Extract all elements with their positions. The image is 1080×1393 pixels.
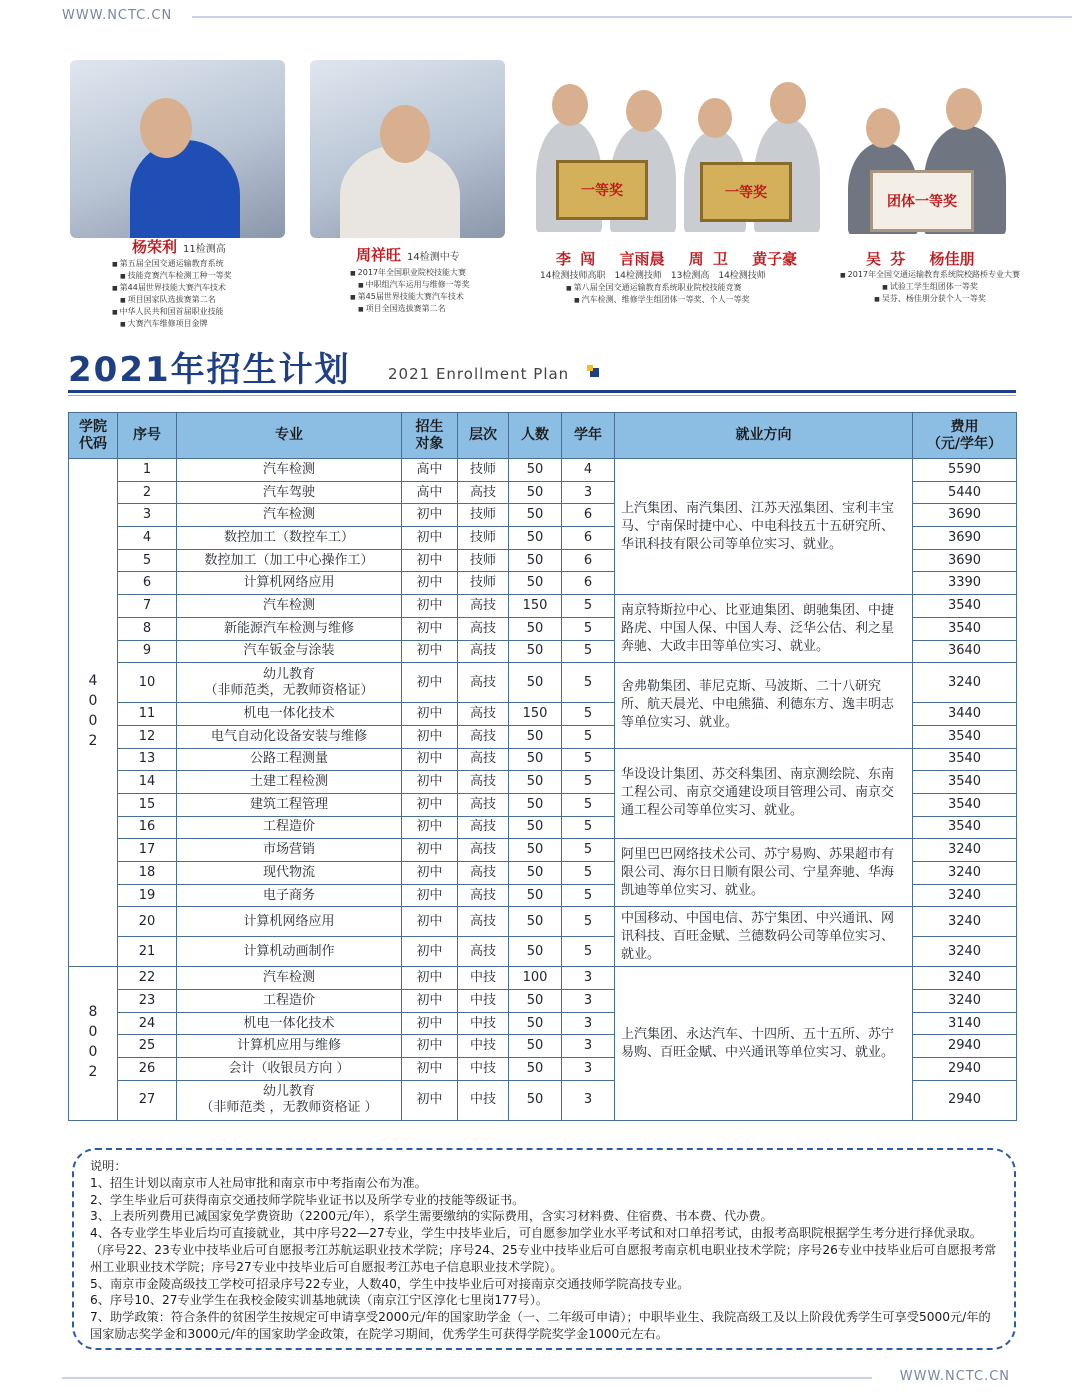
years-cell: 5 [562,793,615,816]
target-cell: 高中 [402,459,458,482]
fee-cell: 5590 [913,459,1017,482]
years-cell: 3 [562,1012,615,1035]
major-cell: 汽车检测 [177,595,402,618]
header-level: 层次 [458,413,509,459]
years-cell: 5 [562,617,615,640]
fee-cell: 3240 [913,663,1017,703]
major-cell: 现代物流 [177,862,402,885]
major-cell: 工程造价 [177,990,402,1013]
years-cell: 6 [562,504,615,527]
major-cell: 汽车检测 [177,459,402,482]
count-cell: 50 [509,1035,562,1058]
site-url-top: WWW.NCTC.CN [62,8,173,23]
fee-cell: 3390 [913,572,1017,595]
note-item: 6、序号10、27专业学生在我校金陵实训基地就读（南京江宁区淳化七里岗177号）。 [90,1293,549,1308]
major-cell: 汽车检测 [177,504,402,527]
fee-cell: 3540 [913,771,1017,794]
table-row [69,459,1017,482]
target-cell: 初中 [402,640,458,663]
count-cell: 50 [509,816,562,839]
target-cell: 初中 [402,884,458,907]
header-seq: 序号 [118,413,177,459]
site-url-bottom: WWW.NCTC.CN [899,1369,1010,1384]
level-cell: 技师 [458,549,509,572]
seq-cell: 5 [118,549,177,572]
target-cell: 初中 [402,1080,458,1120]
major-cell: 公路工程测量 [177,748,402,771]
count-cell: 50 [509,884,562,907]
note-item: 4、各专业学生毕业后均可直接就业，其中序号22—27专业，学生中技毕业后，可自愿参加学业水平考试和对口单招考试，由报考高职院根据学生考分进行择优录取。（序号22、23专业中技毕业后可自愿报考江苏航运职业技术学院；序号24、25专业中技毕业后可自愿报考南京机电职业技术学院；序号26专业中技毕业后可自愿报考常州工业职业技术学院；序号27专业中技毕业后可自愿报考江苏电子信息职业技术学院）。 [90,1226,997,1274]
count-cell: 100 [509,967,562,990]
employment-cell: 南京特斯拉中心、比亚迪集团、朗驰集团、中捷路虎、中国人保、中国人寿、泛华公估、利之星奔驰、大政丰田等单位实习、就业。 [615,595,913,663]
fee-cell: 3240 [913,839,1017,862]
target-cell: 初中 [402,527,458,550]
award-plaque: 团体一等奖 [870,170,974,232]
table-header-row [69,413,1017,459]
header-count: 人数 [509,413,562,459]
student-photo [528,70,828,232]
fee-cell: 3540 [913,725,1017,748]
header-years: 学年 [562,413,615,459]
seq-cell: 22 [118,967,177,990]
seq-cell: 27 [118,1080,177,1120]
major-cell: 幼儿教育 （非师范类 ，无教师资格证 ） [177,1080,402,1120]
target-cell: 初中 [402,1012,458,1035]
fee-cell: 2940 [913,1058,1017,1081]
student-honors: ■ 2017年全国职业院校技能大赛 ■ 中职组汽车运用与维修一等奖 ■ 第45届世界技能大赛汽车技术 ■ 项目全国选拔赛第二名 [350,267,470,315]
years-cell: 5 [562,640,615,663]
years-cell: 5 [562,771,615,794]
count-cell: 50 [509,748,562,771]
seq-cell: 23 [118,990,177,1013]
years-cell: 5 [562,703,615,726]
note-item: 3、上表所列费用已减国家免学费资助（2200元/年），系学生需要缴纳的实际费用，含实习材料费、住宿费、书本费、代办费。 [90,1209,773,1224]
years-cell: 4 [562,459,615,482]
major-cell: 工程造价 [177,816,402,839]
target-cell: 初中 [402,907,458,937]
major-cell: 计算机网络应用 [177,907,402,937]
seq-cell: 16 [118,816,177,839]
header-fee: 费用 （元/学年） [913,413,1017,459]
major-cell: 电气自动化设备安装与维修 [177,725,402,748]
major-cell: 市场营销 [177,839,402,862]
student-honors: ■ 第五届全国交通运输教育系统 ■ 技能竞赛汽车检测工种一等奖 ■ 第44届世界技能大赛汽车技术 ■ 项目国家队选拔赛第二名 ■ 中华人民共和国首届职业技能 ■ 大赛汽车维修项目金牌 [112,258,232,330]
target-cell: 初中 [402,663,458,703]
level-cell: 高技 [458,884,509,907]
count-cell: 50 [509,937,562,967]
years-cell: 3 [562,1035,615,1058]
target-cell: 高中 [402,481,458,504]
student-name: 周祥旺 14检测中专 [356,246,460,264]
major-cell: 机电一体化技术 [177,1012,402,1035]
college-code-cell: 4002 [69,459,118,967]
seq-cell: 14 [118,771,177,794]
note-item: 5、南京市金陵高级技工学校可招录序号22专业，人数40，学生中技毕业后可对接南京交通技师学院高技专业。 [90,1276,690,1291]
fee-cell: 3240 [913,990,1017,1013]
target-cell: 初中 [402,617,458,640]
target-cell: 初中 [402,967,458,990]
seq-cell: 8 [118,617,177,640]
seq-cell: 25 [118,1035,177,1058]
target-cell: 初中 [402,1035,458,1058]
target-cell: 初中 [402,793,458,816]
seq-cell: 6 [118,572,177,595]
seq-cell: 19 [118,884,177,907]
seq-cell: 20 [118,907,177,937]
level-cell: 高技 [458,663,509,703]
student-photo [310,60,505,238]
years-cell: 5 [562,725,615,748]
fee-cell: 3540 [913,748,1017,771]
table-row [69,907,1017,937]
target-cell: 初中 [402,703,458,726]
seq-cell: 18 [118,862,177,885]
level-cell: 中技 [458,1035,509,1058]
fee-cell: 3240 [913,862,1017,885]
fee-cell: 2940 [913,1080,1017,1120]
employment-cell: 上汽集团、南汽集团、江苏天泓集团、宝利丰宝马、宁南保时捷中心、中电科技五十五研究所、华讯科技有限公司等单位实习、就业。 [615,459,913,595]
table-row [69,595,1017,618]
target-cell: 初中 [402,937,458,967]
title-ornament [590,368,599,377]
seq-cell: 15 [118,793,177,816]
student-team-card [528,60,833,322]
fee-cell: 3140 [913,1012,1017,1035]
major-cell: 机电一体化技术 [177,703,402,726]
note-item: 1、招生计划以南京市人社局审批和南京市中考指南公布为准。 [90,1175,427,1190]
level-cell: 高技 [458,771,509,794]
target-cell: 初中 [402,725,458,748]
award-plaque: 一等奖 [700,162,792,222]
years-cell: 5 [562,748,615,771]
fee-cell: 3690 [913,527,1017,550]
student-names: 李 闯 言雨晨 周 卫 黄子豪 [556,250,798,268]
fee-cell: 3240 [913,937,1017,967]
years-cell: 3 [562,990,615,1013]
note-item: 2、学生毕业后可获得南京交通技师学院毕业证书以及所学专业的技能等级证书。 [90,1192,525,1207]
title-divider [68,390,1016,393]
college-code-cell: 8002 [69,967,118,1120]
target-cell: 初中 [402,771,458,794]
seq-cell: 26 [118,1058,177,1081]
count-cell: 50 [509,572,562,595]
bottom-divider [62,1377,872,1379]
level-cell: 技师 [458,572,509,595]
level-cell: 高技 [458,793,509,816]
years-cell: 5 [562,663,615,703]
level-cell: 高技 [458,617,509,640]
level-cell: 高技 [458,816,509,839]
level-cell: 高技 [458,839,509,862]
seq-cell: 24 [118,1012,177,1035]
level-cell: 技师 [458,527,509,550]
target-cell: 初中 [402,816,458,839]
level-cell: 中技 [458,967,509,990]
major-cell: 汽车驾驶 [177,481,402,504]
years-cell: 5 [562,595,615,618]
student-card [62,60,302,328]
target-cell: 初中 [402,549,458,572]
seq-cell: 21 [118,937,177,967]
notes-heading: 说明： [90,1159,127,1173]
count-cell: 150 [509,595,562,618]
page-subtitle: 2021 Enrollment Plan [388,365,570,383]
count-cell: 50 [509,907,562,937]
student-honors: ■ 2017年全国交通运输教育系统院校路桥专业大赛 ■ 试验工学生组团体一等奖 ■ 吴芬、杨佳朋分获个人一等奖 [838,269,1022,305]
level-cell: 高技 [458,937,509,967]
table-row [69,839,1017,862]
count-cell: 50 [509,481,562,504]
years-cell: 5 [562,839,615,862]
major-cell: 幼儿教育 （非师范类，无教师资格证） [177,663,402,703]
seq-cell: 1 [118,459,177,482]
count-cell: 50 [509,1080,562,1120]
count-cell: 150 [509,703,562,726]
fee-cell: 3690 [913,504,1017,527]
seq-cell: 17 [118,839,177,862]
years-cell: 6 [562,572,615,595]
count-cell: 50 [509,549,562,572]
count-cell: 50 [509,771,562,794]
major-cell: 汽车钣金与涂装 [177,640,402,663]
seq-cell: 10 [118,663,177,703]
level-cell: 高技 [458,703,509,726]
header-target: 招生 对象 [402,413,458,459]
years-cell: 5 [562,884,615,907]
top-divider [192,16,1072,18]
student-team-card [838,60,1022,322]
fee-cell: 3240 [913,884,1017,907]
major-cell: 会计（收银员方向 ） [177,1058,402,1081]
table-row [69,967,1017,990]
years-cell: 3 [562,1080,615,1120]
fee-cell: 3540 [913,617,1017,640]
major-cell: 电子商务 [177,884,402,907]
years-cell: 5 [562,816,615,839]
count-cell: 50 [509,793,562,816]
level-cell: 中技 [458,1058,509,1081]
level-cell: 技师 [458,504,509,527]
notes-box [72,1148,1016,1350]
major-cell: 计算机应用与维修 [177,1035,402,1058]
student-roles: 14检测技师高职 14检测技师 13检测高 14检测技师 [540,271,766,281]
level-cell: 高技 [458,725,509,748]
fee-cell: 3540 [913,816,1017,839]
target-cell: 初中 [402,572,458,595]
level-cell: 高技 [458,595,509,618]
header-code: 学院 代码 [69,413,118,459]
seq-cell: 13 [118,748,177,771]
major-cell: 计算机网络应用 [177,572,402,595]
level-cell: 高技 [458,907,509,937]
seq-cell: 9 [118,640,177,663]
fee-cell: 3440 [913,703,1017,726]
employment-cell: 阿里巴巴网络技术公司、苏宁易购、苏果超市有限公司、海尔日日顺有限公司、宁星奔驰、华海凯迪等单位实习、就业。 [615,839,913,907]
years-cell: 6 [562,527,615,550]
fee-cell: 3540 [913,793,1017,816]
count-cell: 50 [509,725,562,748]
award-plaque: 一等奖 [556,160,648,220]
employment-cell: 上汽集团、永达汽车、十四所、五十五所、苏宁易购、百旺金赋、中兴通讯等单位实习、就业。 [615,967,913,1120]
count-cell: 50 [509,1012,562,1035]
employment-cell: 华设设计集团、苏交科集团、南京测绘院、东南工程公司、南京交通建设项目管理公司、南京交通工程公司等单位实习、就业。 [615,748,913,839]
target-cell: 初中 [402,504,458,527]
level-cell: 高技 [458,862,509,885]
seq-cell: 7 [118,595,177,618]
employment-cell: 中国移动、中国电信、苏宁集团、中兴通讯、网讯科技、百旺金赋、兰德数码公司等单位实习、就业。 [615,907,913,967]
major-cell: 数控加工（数控车工） [177,527,402,550]
employment-cell: 舍弗勒集团、菲尼克斯、马波斯、二十八研究所、航天晨光、中电熊猫、利德东方、逸丰明志等单位实习、就业。 [615,663,913,748]
major-cell: 新能源汽车检测与维修 [177,617,402,640]
seq-cell: 2 [118,481,177,504]
seq-cell: 4 [118,527,177,550]
count-cell: 50 [509,663,562,703]
note-item: 7、助学政策：符合条件的贫困学生按规定可申请享受2000元/年的国家助学金（一、二年级可申请）；中职毕业生、我院高级工及以上阶段优秀学生可享受5000元/年的国家励志奖学金和3000元/年的国家助学金政策，在院学习期间，优秀学生可获得学院奖学金1000元左右。 [90,1310,991,1341]
major-cell: 土建工程检测 [177,771,402,794]
major-cell: 汽车检测 [177,967,402,990]
target-cell: 初中 [402,839,458,862]
major-cell: 计算机动画制作 [177,937,402,967]
fee-cell: 2940 [913,1035,1017,1058]
years-cell: 3 [562,967,615,990]
student-honors: ■ 第八届全国交通运输教育系统职业院校技能竞赛 ■ 汽车检测、维修学生组团体一等奖、个人一等奖 [566,282,750,306]
level-cell: 技师 [458,459,509,482]
fee-cell: 3640 [913,640,1017,663]
page-title: 2021年招生计划 [68,350,351,390]
fee-cell: 3690 [913,549,1017,572]
years-cell: 3 [562,481,615,504]
count-cell: 50 [509,839,562,862]
count-cell: 50 [509,459,562,482]
years-cell: 5 [562,862,615,885]
years-cell: 6 [562,549,615,572]
target-cell: 初中 [402,748,458,771]
count-cell: 50 [509,640,562,663]
header-major: 专业 [177,413,402,459]
target-cell: 初中 [402,990,458,1013]
years-cell: 5 [562,907,615,937]
count-cell: 50 [509,527,562,550]
seq-cell: 11 [118,703,177,726]
years-cell: 3 [562,1058,615,1081]
table-row [69,663,1017,703]
student-card [310,60,510,322]
count-cell: 50 [509,1058,562,1081]
level-cell: 高技 [458,748,509,771]
fee-cell: 3240 [913,907,1017,937]
level-cell: 中技 [458,1080,509,1120]
seq-cell: 3 [118,504,177,527]
table-row [69,748,1017,771]
fee-cell: 3540 [913,595,1017,618]
level-cell: 高技 [458,481,509,504]
major-cell: 数控加工（加工中心操作工） [177,549,402,572]
student-photo [70,60,285,238]
student-photo-strip [62,60,1022,328]
count-cell: 50 [509,990,562,1013]
level-cell: 高技 [458,640,509,663]
student-names: 吴 芬 杨佳朋 [866,250,975,268]
header-employment: 就业方向 [615,413,913,459]
count-cell: 50 [509,617,562,640]
years-cell: 5 [562,937,615,967]
level-cell: 中技 [458,990,509,1013]
target-cell: 初中 [402,595,458,618]
enrollment-plan-table [68,412,1017,1121]
fee-cell: 5440 [913,481,1017,504]
target-cell: 初中 [402,862,458,885]
count-cell: 50 [509,504,562,527]
level-cell: 中技 [458,1012,509,1035]
fee-cell: 3240 [913,967,1017,990]
count-cell: 50 [509,862,562,885]
student-photo [842,80,1018,234]
target-cell: 初中 [402,1058,458,1081]
major-cell: 建筑工程管理 [177,793,402,816]
student-name: 杨荣利 11检测高 [132,238,226,256]
seq-cell: 12 [118,725,177,748]
